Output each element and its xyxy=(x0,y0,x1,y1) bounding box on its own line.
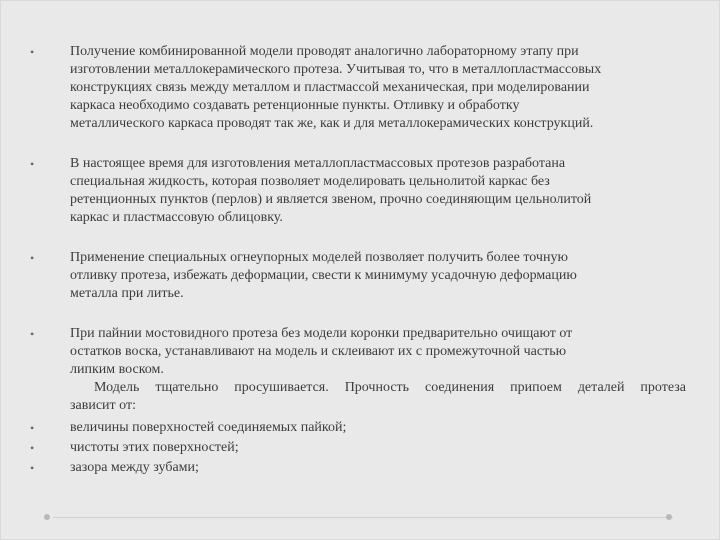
text-line: ретенционных пунктов (перлов) и является звеном, прочно соединяющим цельнолитой xyxy=(70,192,592,207)
paragraph xyxy=(70,249,686,303)
paragraph: зазора между зубами; xyxy=(70,460,199,475)
text-line: отливку протеза, избежать деформации, свести к минимуму усадочную деформацию xyxy=(70,268,577,283)
text-line: Модель тщательно просушивается. Прочность соединения припоем деталей протеза xyxy=(94,380,686,395)
paragraph: чистоты этих поверхностей; xyxy=(70,440,239,455)
text-line: специальная жидкость, которая позволяет моделировать цельнолитой каркас без xyxy=(70,174,550,189)
text-line: Получение комбинированной модели проводят аналогично лабораторному этапу при xyxy=(70,44,579,59)
bullet-marker: • xyxy=(30,157,35,171)
text-line: каркас и пластмассовую облицовку. xyxy=(70,210,283,225)
text-line: В настоящее время для изготовления металлопластмассовых протезов разработана xyxy=(70,156,566,171)
bullet-marker: • xyxy=(30,251,35,265)
text-line: изготовлении металлокерамического протеза. Учитывая то, что в металлопластмассовых xyxy=(70,62,602,77)
bullet-marker: • xyxy=(30,45,35,59)
text-line: металлического каркаса проводят так же, как и для металлокерамических конструкций. xyxy=(70,116,594,131)
text-line: конструкциях связь между металлом и пластмассой механическая, при моделировании xyxy=(70,80,590,95)
text-line: каркаса необходимо создавать ретенционные пункты. Отливку и обработку xyxy=(70,98,520,113)
bullet-marker: • xyxy=(30,327,35,341)
text-line: зависит от: xyxy=(70,398,136,413)
text-line: липким воском. xyxy=(70,362,164,377)
bullet-marker: • xyxy=(30,421,35,435)
text-line: При пайнии мостовидного протеза без модели коронки предварительно очищают от xyxy=(70,326,573,341)
text-line: остатков воска, устанавливают на модель и склеивают их с промежуточной частью xyxy=(70,344,567,359)
paragraph xyxy=(70,325,686,415)
bullet-marker: • xyxy=(30,441,35,455)
decorative-dot-right xyxy=(666,514,672,520)
paragraph: величины поверхностей соединяемых пайкой; xyxy=(70,420,347,435)
decorative-dot-left xyxy=(44,514,50,520)
decorative-rule xyxy=(53,517,673,518)
paragraph xyxy=(70,155,686,227)
bullet-marker: • xyxy=(30,461,35,475)
paragraph xyxy=(70,43,686,133)
text-line: Применение специальных огнеупорных моделей позволяет получить более точную xyxy=(70,250,568,265)
text-line: металла при литье. xyxy=(70,286,184,301)
